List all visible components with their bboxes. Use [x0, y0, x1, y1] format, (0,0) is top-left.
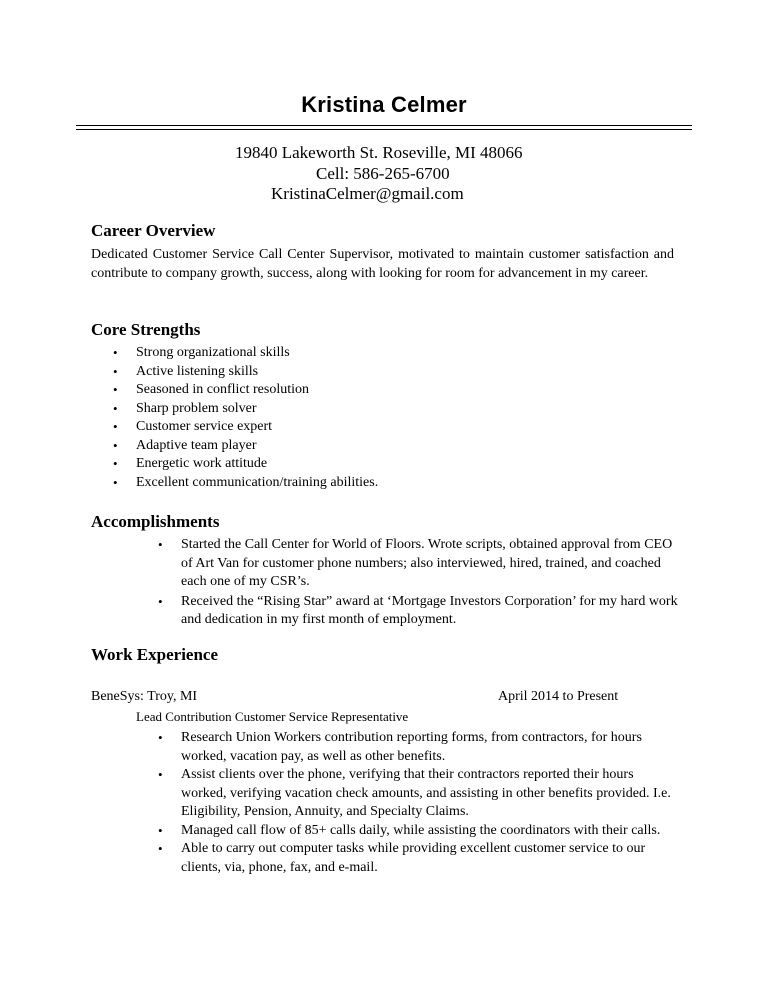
- list-item: • Energetic work attitude: [136, 455, 378, 474]
- job-title: Lead Contribution Customer Service Representative: [136, 709, 409, 724]
- list-item: • Customer service expert: [136, 418, 378, 437]
- list-item: • Adaptive team player: [136, 437, 378, 456]
- list-item: • Seasoned in conflict resolution: [136, 381, 378, 400]
- list-item: • Started the Call Center for World of Floors. Wrote scripts, obtained approval from CEO of Art Van for customer phone numbers; also interviewed, hired, trained, and coached each one of my CSR’s.: [181, 536, 681, 592]
- list-item: • Received the “Rising Star” award at ‘Mortgage Investors Corporation’ for my hard work and dedication in my first month of employment.: [181, 593, 681, 630]
- list-item: • Research Union Workers contribution reporting forms, from contractors, for hours worked, vacation pay, as well as other benefits.: [181, 729, 671, 766]
- list-item: • Excellent communication/training abilities.: [136, 474, 378, 493]
- career-overview-heading: Career Overview: [91, 221, 216, 240]
- accomplishments-heading: Accomplishments: [91, 512, 220, 531]
- list-item: • Sharp problem solver: [136, 400, 378, 419]
- contact-cell: Cell: 586-265-6700: [316, 164, 450, 183]
- contact-address: 19840 Lakeworth St. Roseville, MI 48066: [235, 143, 523, 162]
- candidate-name: Kristina Celmer: [301, 92, 467, 117]
- accomplishments-list: [181, 536, 681, 631]
- core-strengths-heading: Core Strengths: [91, 320, 201, 339]
- list-item: • Assist clients over the phone, verifying that their contractors reported their hours worked, verifying vacation check amounts, and assisting in other benefits provided. I.e. Eligibility, Pension, Annuity, and Specialty Claims.: [181, 766, 671, 822]
- list-item: • Strong organizational skills: [136, 344, 378, 363]
- job-dates: April 2014 to Present: [498, 689, 619, 704]
- header-divider-top: [76, 125, 692, 126]
- list-item: • Managed call flow of 85+ calls daily, while assisting the coordinators with their calls.: [181, 822, 671, 841]
- job-duties-list: [181, 729, 671, 877]
- core-strengths-list: [136, 344, 378, 492]
- list-item: • Active listening skills: [136, 363, 378, 382]
- career-overview-text: Dedicated Customer Service Call Center Supervisor, motivated to maintain customer satisfaction and contribute to company growth, success, along with looking for room for advancement in my career.: [91, 247, 674, 281]
- work-experience-heading: Work Experience: [91, 645, 219, 664]
- contact-email: KristinaCelmer@gmail.com: [271, 184, 464, 203]
- header-divider-bottom: [76, 129, 692, 130]
- list-item: • Able to carry out computer tasks while providing excellent customer service to our clients, via, phone, fax, and e-mail.: [181, 840, 671, 877]
- job-company: BeneSys: Troy, MI: [91, 689, 198, 704]
